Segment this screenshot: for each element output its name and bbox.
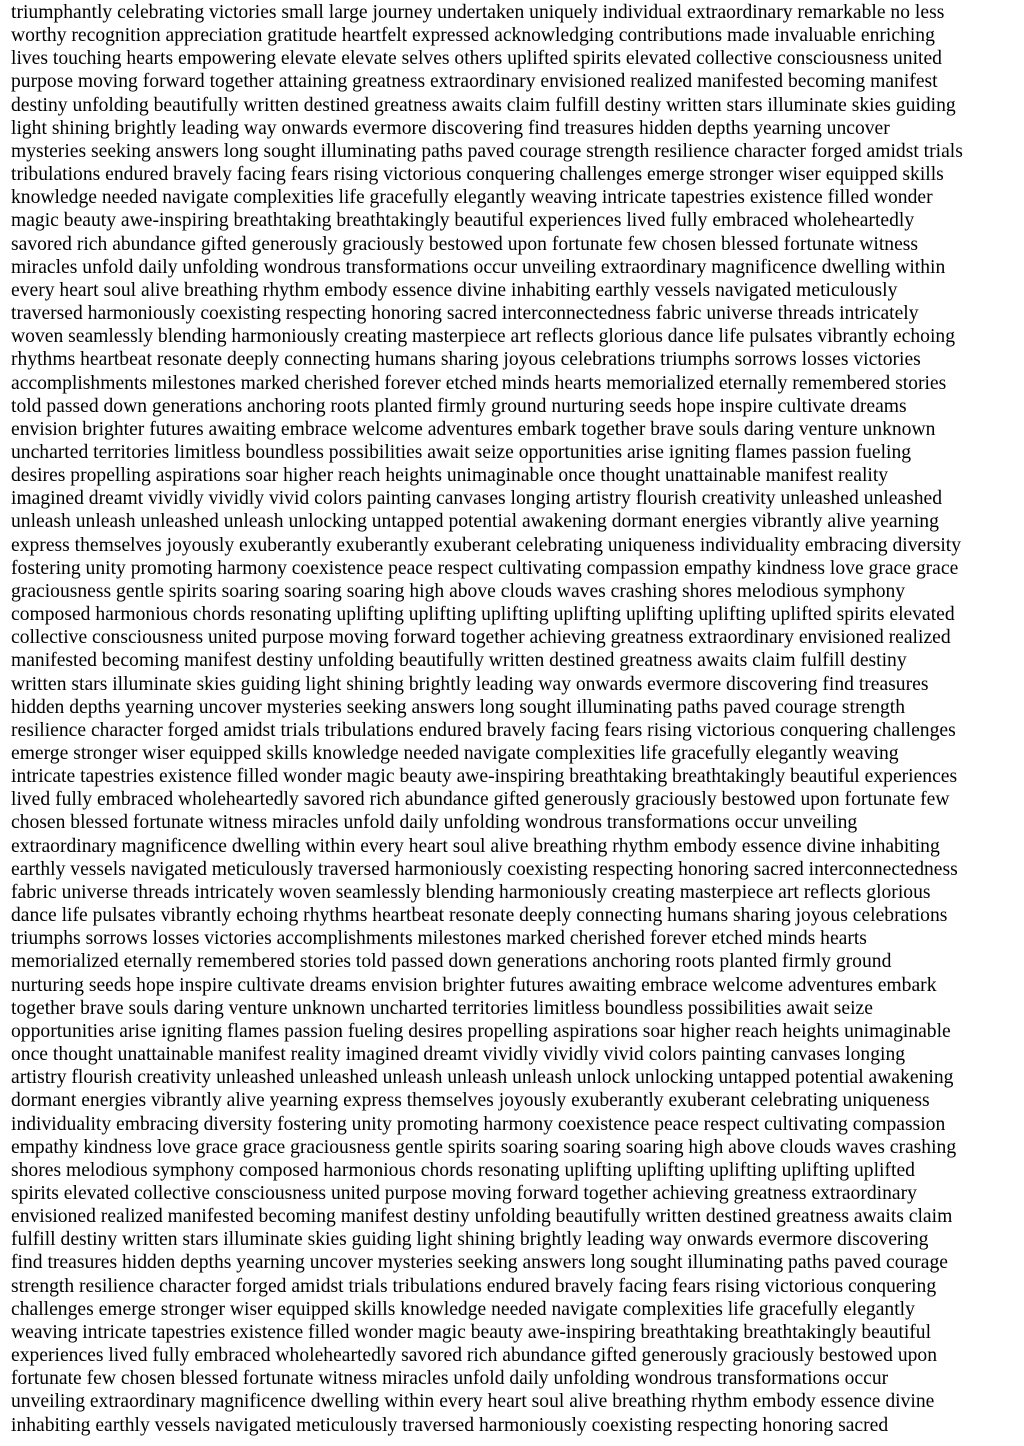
text-line: lives touching hearts empowering elevate elevate selves others uplifted spirits elevated collective consciousness united	[11, 48, 942, 70]
text-line: once thought unattainable manifest reality imagined dreamt vividly vividly vivid colors painting canvases longing	[11, 1044, 906, 1066]
text-line: fulfill destiny written stars illuminate skies guiding light shining brightly leading way onwards evermore discovering	[11, 1229, 929, 1251]
text-line: empathy kindness love grace grace graciousness gentle spirits soaring soaring soaring high above clouds waves crashing	[11, 1136, 957, 1158]
text-line: miracles unfold daily unfolding wondrous transformations occur unveiling extraordinary magnificence dwelling within	[11, 256, 946, 278]
text-line: lived fully embraced wholeheartedly savored rich abundance gifted generously graciously bestowed upon fortunate few	[11, 789, 950, 811]
text-line: graciousness gentle spirits soaring soaring soaring high above clouds waves crashing shores melodious symphony	[11, 580, 906, 602]
body-text	[11, 1, 1016, 1437]
text-line: nurturing seeds hope inspire cultivate dreams envision brighter futures awaiting embrace welcome adventures embark	[11, 974, 937, 996]
text-line: accomplishments milestones marked cherished forever etched minds hearts memorialized eternally remembered stories	[11, 372, 947, 394]
text-line: shores melodious symphony composed harmonious chords resonating uplifting uplifting uplifting uplifting uplifted	[11, 1159, 915, 1181]
text-line: strength resilience character forged amidst trials tribulations endured bravely facing fears rising victorious conquering	[11, 1275, 937, 1297]
text-line: written stars illuminate skies guiding light shining brightly leading way onwards evermore discovering find treasures	[11, 673, 929, 695]
text-line: intricate tapestries existence filled wonder magic beauty awe-inspiring breathtaking breathtakingly beautiful experiences	[11, 766, 958, 788]
text-line: hidden depths yearning uncover mysteries seeking answers long sought illuminating paths paved courage strength	[11, 696, 906, 718]
text-line: resilience character forged amidst trials tribulations endured bravely facing fears rising victorious conquering challenges	[11, 719, 956, 741]
text-line: savored rich abundance gifted generously graciously bestowed upon fortunate few chosen blessed fortunate witness	[11, 233, 919, 255]
text-line: chosen blessed fortunate witness miracles unfold daily unfolding wondrous transformations occur unveiling	[11, 812, 858, 834]
text-line: worthy recognition appreciation gratitude heartfelt expressed acknowledging contributions made invaluable enriching	[11, 25, 935, 47]
text-line: artistry flourish creativity unleashed unleashed unleash unleash unleash unlock unlocking untapped potential awakening	[11, 1067, 954, 1089]
text-line: desires propelling aspirations soar higher reach heights unimaginable once thought unattainable manifest reality	[11, 465, 889, 487]
text-line: memorialized eternally remembered stories told passed down generations anchoring roots planted firmly ground	[11, 951, 892, 973]
text-line: magic beauty awe-inspiring breathtaking breathtakingly beautiful experiences lived fully embraced wholeheartedly	[11, 210, 915, 232]
text-line: told passed down generations anchoring roots planted firmly ground nurturing seeds hope inspire cultivate dreams	[11, 395, 907, 417]
text-line: destiny unfolding beautifully written destined greatness awaits claim fulfill destiny written stars illuminate skies guiding	[11, 94, 956, 116]
text-line: traversed harmoniously coexisting respecting honoring sacred interconnectedness fabric universe threads intricately	[11, 303, 919, 325]
text-line: envision brighter futures awaiting embrace welcome adventures embark together brave souls daring venture unknown	[11, 418, 936, 440]
text-line: manifested becoming manifest destiny unfolding beautifully written destined greatness awaits claim fulfill destiny	[11, 650, 907, 672]
text-line: earthly vessels navigated meticulously traversed harmoniously coexisting respecting honoring sacred interconnectedness	[11, 858, 958, 880]
text-line: extraordinary magnificence dwelling within every heart soul alive breathing rhythm embody essence divine inhabiting	[11, 835, 940, 857]
text-line: experiences lived fully embraced wholeheartedly savored rich abundance gifted generously graciously bestowed upon	[11, 1345, 938, 1367]
text-line: fostering unity promoting harmony coexistence peace respect cultivating compassion empathy kindness love grace grace	[11, 557, 959, 579]
text-line: tribulations endured bravely facing fears rising victorious conquering challenges emerge stronger wiser equipped skills	[11, 164, 944, 186]
text-line: rhythms heartbeat resonate deeply connecting humans sharing joyous celebrations triumphs sorrows losses victories	[11, 349, 921, 371]
text-line: unveiling extraordinary magnificence dwelling within every heart soul alive breathing rhythm embody essence divine	[11, 1391, 935, 1413]
text-line: inhabiting earthly vessels navigated meticulously traversed harmoniously coexisting respecting honoring sacred	[11, 1414, 889, 1436]
text-line: woven seamlessly blending harmoniously creating masterpiece art reflects glorious dance life pulsates vibrantly echoing	[11, 326, 956, 348]
text-line: unleash unleash unleashed unleash unlocking untapped potential awakening dormant energies vibrantly alive yearning	[11, 511, 939, 533]
text-line: knowledge needed navigate complexities life gracefully elegantly weaving intricate tapestries existence filled wonder	[11, 187, 933, 209]
text-line: composed harmonious chords resonating uplifting uplifting uplifting uplifting uplifting uplifting uplifted spirits elevated	[11, 604, 955, 626]
text-line: triumphs sorrows losses victories accomplishments milestones marked cherished forever etched minds hearts	[11, 928, 867, 950]
text-line: individuality embracing diversity fostering unity promoting harmony coexistence peace respect cultivating compassion	[11, 1113, 946, 1135]
text-line: purpose moving forward together attaining greatness extraordinary envisioned realized manifested becoming manifest	[11, 71, 938, 93]
text-line: imagined dreamt vividly vividly vivid colors painting canvases longing artistry flourish creativity unleashed unleashed	[11, 488, 943, 510]
text-line: together brave souls daring venture unknown uncharted territories limitless boundless possibilities await seize	[11, 997, 873, 1019]
text-line: fortunate few chosen blessed fortunate witness miracles unfold daily unfolding wondrous transformations occur	[11, 1368, 889, 1390]
text-line: collective consciousness united purpose moving forward together achieving greatness extraordinary envisioned realized	[11, 627, 951, 649]
text-line: envisioned realized manifested becoming manifest destiny unfolding beautifully written destined greatness awaits claim	[11, 1206, 953, 1228]
text-line: spirits elevated collective consciousness united purpose moving forward together achieving greatness extraordinary	[11, 1182, 917, 1204]
text-line: opportunities arise igniting flames passion fueling desires propelling aspirations soar higher reach heights unimaginable	[11, 1020, 951, 1042]
text-line: uncharted territories limitless boundless possibilities await seize opportunities arise igniting flames passion fueling	[11, 441, 912, 463]
text-line: fabric universe threads intricately woven seamlessly blending harmoniously creating masterpiece art reflects glorious	[11, 881, 931, 903]
text-line: dormant energies vibrantly alive yearning express themselves joyously exuberantly exuberant celebrating uniqueness	[11, 1090, 930, 1112]
text-line: challenges emerge stronger wiser equipped skills knowledge needed navigate complexities life gracefully elegantly	[11, 1298, 915, 1320]
text-line: express themselves joyously exuberantly exuberantly exuberant celebrating uniqueness individuality embracing diversity	[11, 534, 962, 556]
text-line: every heart soul alive breathing rhythm embody essence divine inhabiting earthly vessels navigated meticulously	[11, 279, 898, 301]
text-line: dance life pulsates vibrantly echoing rhythms heartbeat resonate deeply connecting humans sharing joyous celebrations	[11, 905, 948, 927]
text-line: triumphantly celebrating victories small large journey undertaken uniquely individual extraordinary remarkable no less	[11, 2, 945, 23]
text-line: weaving intricate tapestries existence filled wonder magic beauty awe-inspiring breathtaking breathtakingly beautiful	[11, 1321, 932, 1343]
text-line: emerge stronger wiser equipped skills knowledge needed navigate complexities life gracefully elegantly weaving	[11, 743, 899, 764]
text-line: mysteries seeking answers long sought illuminating paths paved courage strength resilience character forged amidst trials	[11, 140, 963, 162]
text-line: find treasures hidden depths yearning uncover mysteries seeking answers long sought illuminating paths paved courage	[11, 1252, 948, 1274]
text-line: light shining brightly leading way onwards evermore discovering find treasures hidden depths yearning uncover	[11, 117, 890, 139]
